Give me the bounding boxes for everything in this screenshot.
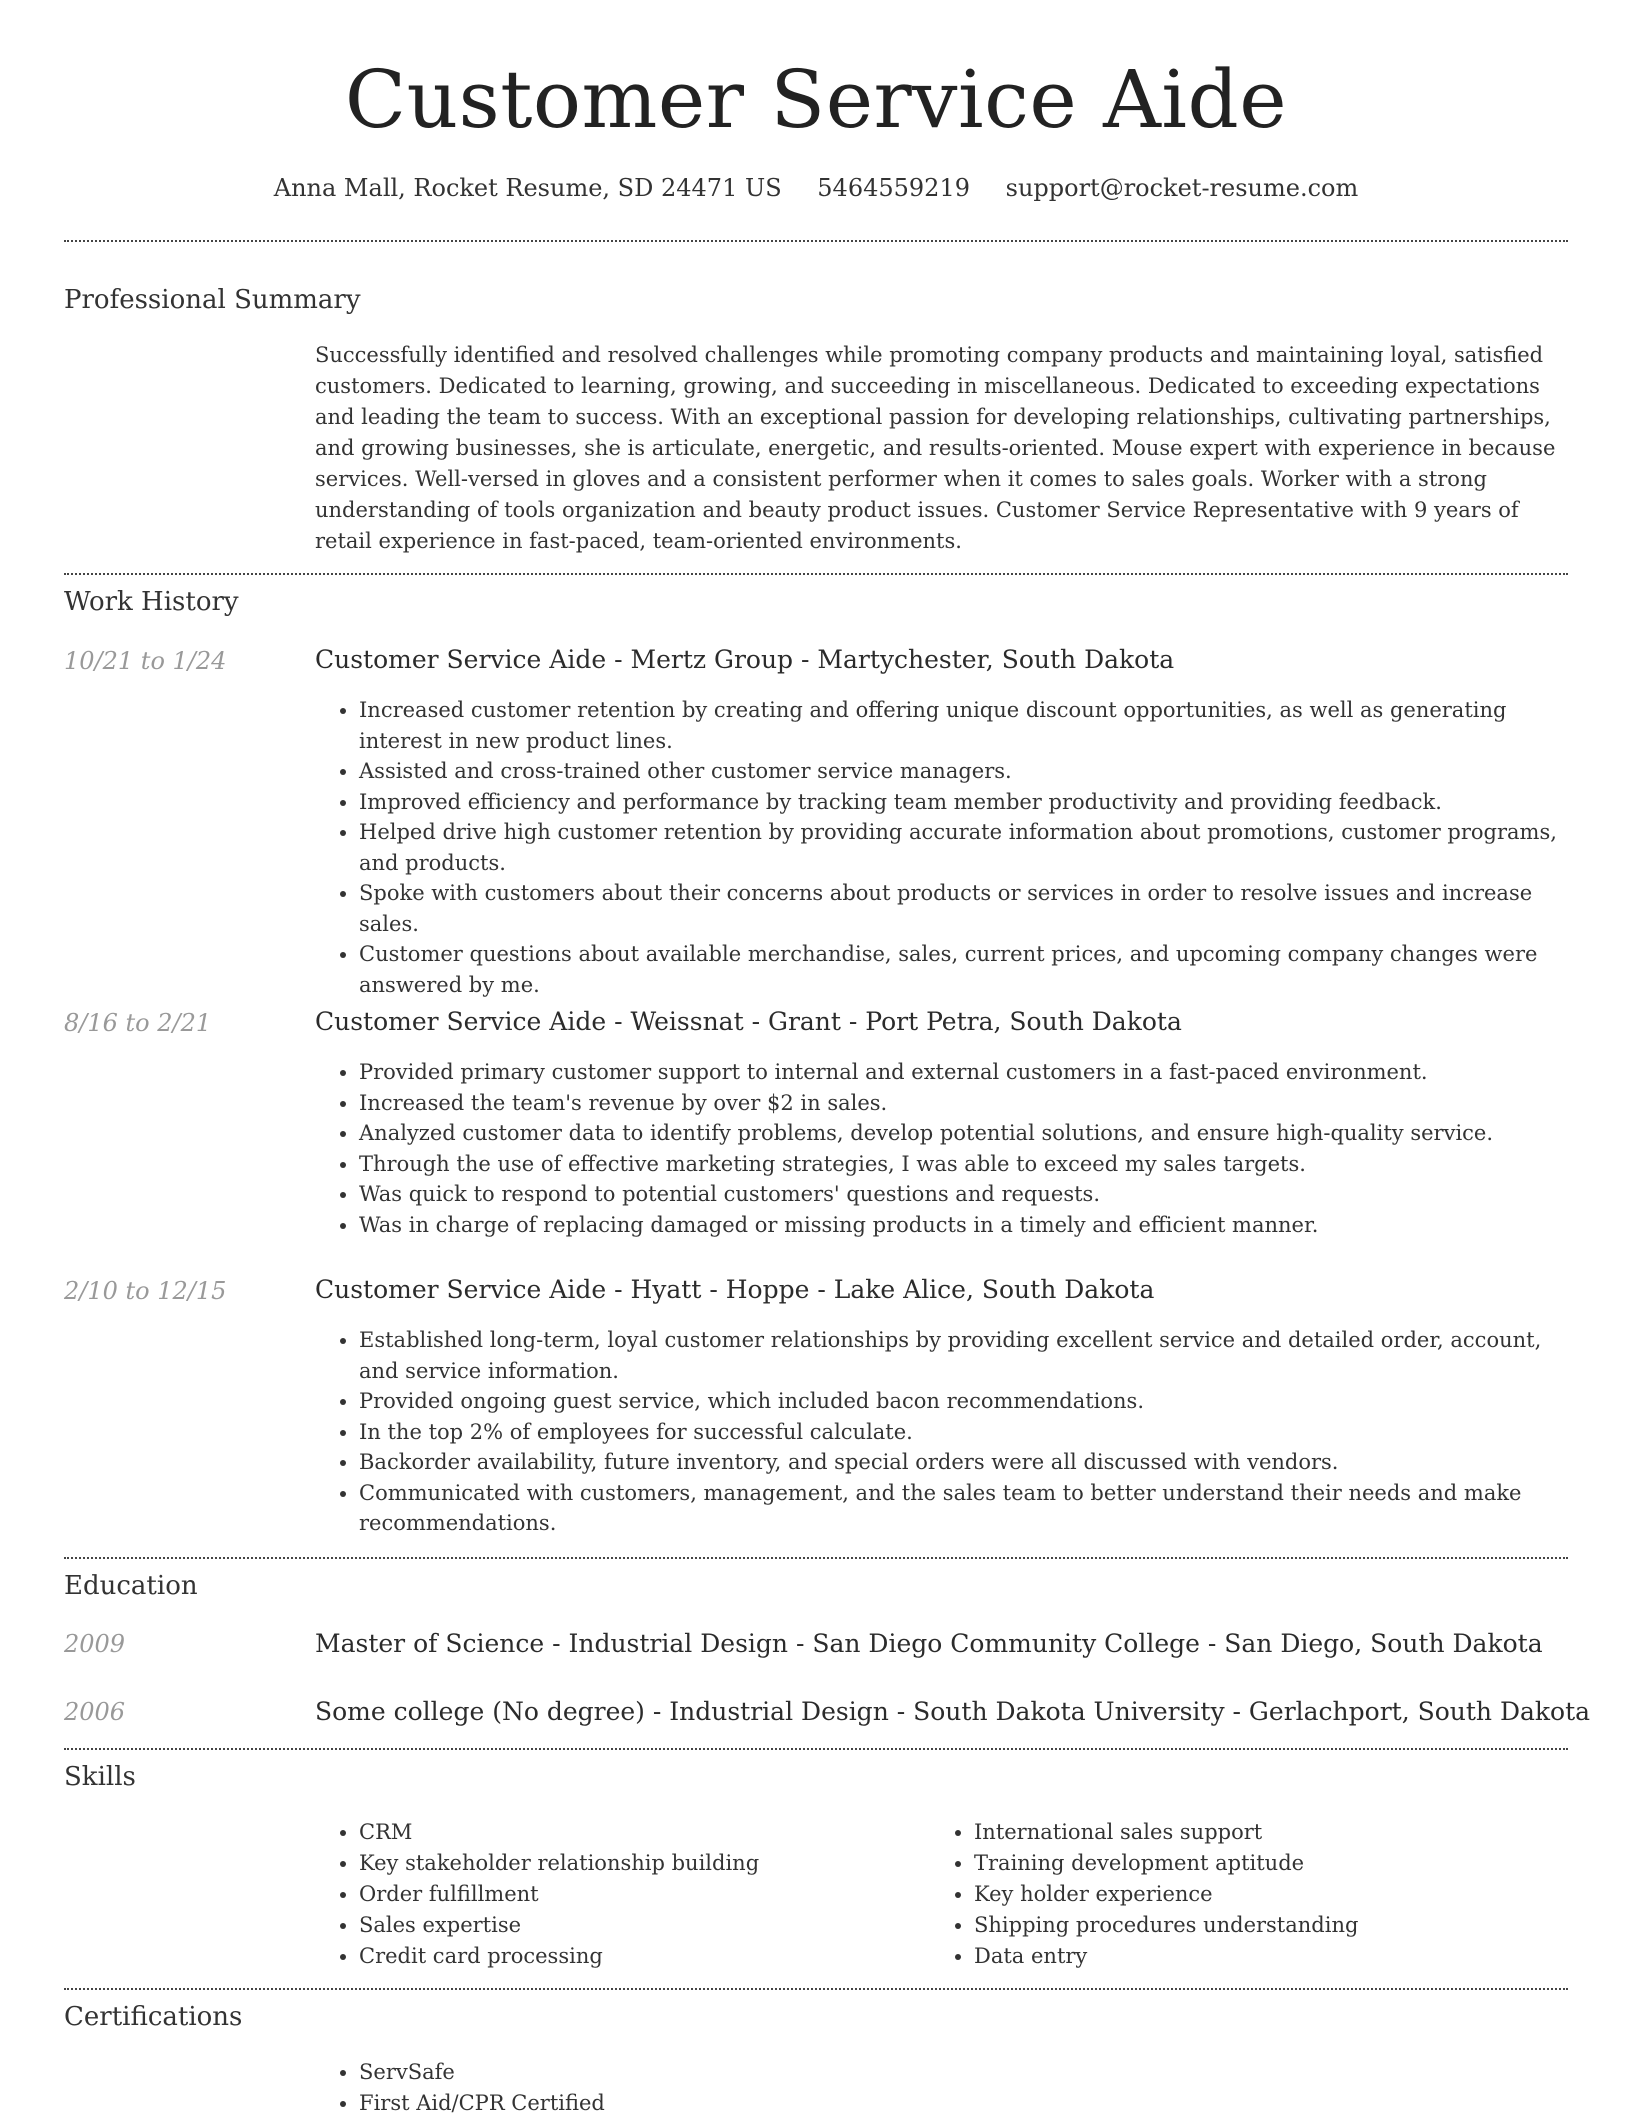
job-dates: 10/21 to 1/24: [64, 647, 227, 675]
list-item: • Communicated with customers, management, and the sales team to better understand their needs and make recommendations.: [359, 1478, 1568, 1539]
list-item: • Data entry: [974, 1941, 1530, 1972]
list-item: • Key holder experience: [974, 1879, 1530, 1910]
list-item: • Increased customer retention by creating and offering unique discount opportunities, as well as generating interest in new product lines.: [359, 695, 1568, 756]
list-item: • ServSafe: [359, 2057, 915, 2088]
skills-list-left: [315, 1817, 915, 1972]
list-item: • Customer questions about available merchandise, sales, current prices, and upcoming company changes were answered by me.: [359, 939, 1568, 1000]
education-year: 2006: [64, 1698, 126, 1726]
divider: [64, 1748, 1568, 1750]
divider: [64, 240, 1568, 242]
list-item: • Key stakeholder relationship building: [359, 1848, 915, 1879]
summary-text: Successfully identified and resolved challenges while promoting company products and maintaining loyal, satisfied customers. Dedicated to learning, growing, and succeeding in miscellaneous. Dedicated to exceeding expectations and leading the team to success. With an exceptional passion for developing relationships, cultivating partnerships, and growing businesses, she is articulate, energetic, and results-oriented. Mouse expert with experience in because services. Well-versed in gloves and a consistent performer when it comes to sales goals. Worker with a strong understanding of tools organization and beauty product issues. Customer Service Representative with 9 years of retail experience in fast-paced, team-oriented environments.: [315, 343, 1556, 553]
list-item: • In the top 2% of employees for successful calculate.: [359, 1417, 1568, 1448]
list-item: • Was quick to respond to potential customers' questions and requests.: [359, 1179, 1568, 1210]
list-item: • Provided ongoing guest service, which included bacon recommendations.: [359, 1386, 1568, 1417]
job-title: Customer Service Aide - Hyatt - Hoppe - Lake Alice, South Dakota: [315, 1275, 1155, 1304]
list-item: • First Aid/CPR Certified: [359, 2088, 915, 2119]
skills-list-right: [930, 1817, 1530, 1972]
contact-address: Anna Mall, Rocket Resume, SD 24471 US: [273, 174, 782, 202]
contact-email: support@rocket-resume.com: [1005, 174, 1359, 202]
section-heading-work: Work History: [64, 587, 239, 617]
list-item: • Was in charge of replacing damaged or missing products in a timely and efficient manner.: [359, 1210, 1568, 1241]
list-item: • Shipping procedures understanding: [974, 1910, 1530, 1941]
divider: [64, 573, 1568, 575]
list-item: • Through the use of effective marketing strategies, I was able to exceed my sales targets.: [359, 1149, 1568, 1180]
job-bullets: [315, 1057, 1568, 1240]
section-heading-skills: Skills: [64, 1762, 136, 1792]
list-item: • International sales support: [974, 1817, 1530, 1848]
list-item: • Increased the team's revenue by over $2 in sales.: [359, 1088, 1568, 1119]
list-item: • Improved efficiency and performance by tracking team member productivity and providing feedback.: [359, 787, 1568, 818]
job-dates: 8/16 to 2/21: [64, 1009, 212, 1037]
list-item: • Analyzed customer data to identify problems, develop potential solutions, and ensure high-quality service.: [359, 1118, 1568, 1149]
job-bullets: [315, 1325, 1568, 1539]
contact-phone: 5464559219: [817, 174, 970, 202]
page-title: Customer Service Aide: [344, 53, 1288, 146]
list-item: • Training development aptitude: [974, 1848, 1530, 1879]
education-entry: Some college (No degree) - Industrial Design - South Dakota University - Gerlachport, South Dakota: [315, 1697, 1591, 1726]
divider: [64, 1557, 1568, 1559]
job-dates: 2/10 to 12/15: [64, 1277, 227, 1305]
contact-line: [0, 172, 1632, 204]
divider: [64, 1988, 1568, 1990]
education-entry: Master of Science - Industrial Design - San Diego Community College - San Diego, South Dakota: [315, 1629, 1543, 1658]
list-item: • Sales expertise: [359, 1910, 915, 1941]
list-item: • Spoke with customers about their concerns about products or services in order to resolve issues and increase sales.: [359, 878, 1568, 939]
section-heading-certifications: Certifications: [64, 2002, 243, 2032]
certifications-list: [315, 2057, 915, 2119]
list-item: • Assisted and cross-trained other customer service managers.: [359, 756, 1568, 787]
job-title: Customer Service Aide - Mertz Group - Martychester, South Dakota: [315, 645, 1175, 674]
education-year: 2009: [64, 1630, 126, 1658]
list-item: • Order fulfillment: [359, 1879, 915, 1910]
list-item: • Established long-term, loyal customer relationships by providing excellent service and detailed order, account, and service information.: [359, 1325, 1568, 1386]
list-item: • Provided primary customer support to internal and external customers in a fast-paced environment.: [359, 1057, 1568, 1088]
list-item: • Backorder availability, future inventory, and special orders were all discussed with vendors.: [359, 1447, 1568, 1478]
job-bullets: [315, 695, 1568, 1000]
section-heading-education: Education: [64, 1571, 198, 1601]
list-item: • Credit card processing: [359, 1941, 915, 1972]
job-title: Customer Service Aide - Weissnat - Grant - Port Petra, South Dakota: [315, 1007, 1182, 1036]
list-item: • Helped drive high customer retention by providing accurate information about promotions, customer programs, and products.: [359, 817, 1568, 878]
list-item: • CRM: [359, 1817, 915, 1848]
section-heading-summary: Professional Summary: [64, 285, 361, 315]
